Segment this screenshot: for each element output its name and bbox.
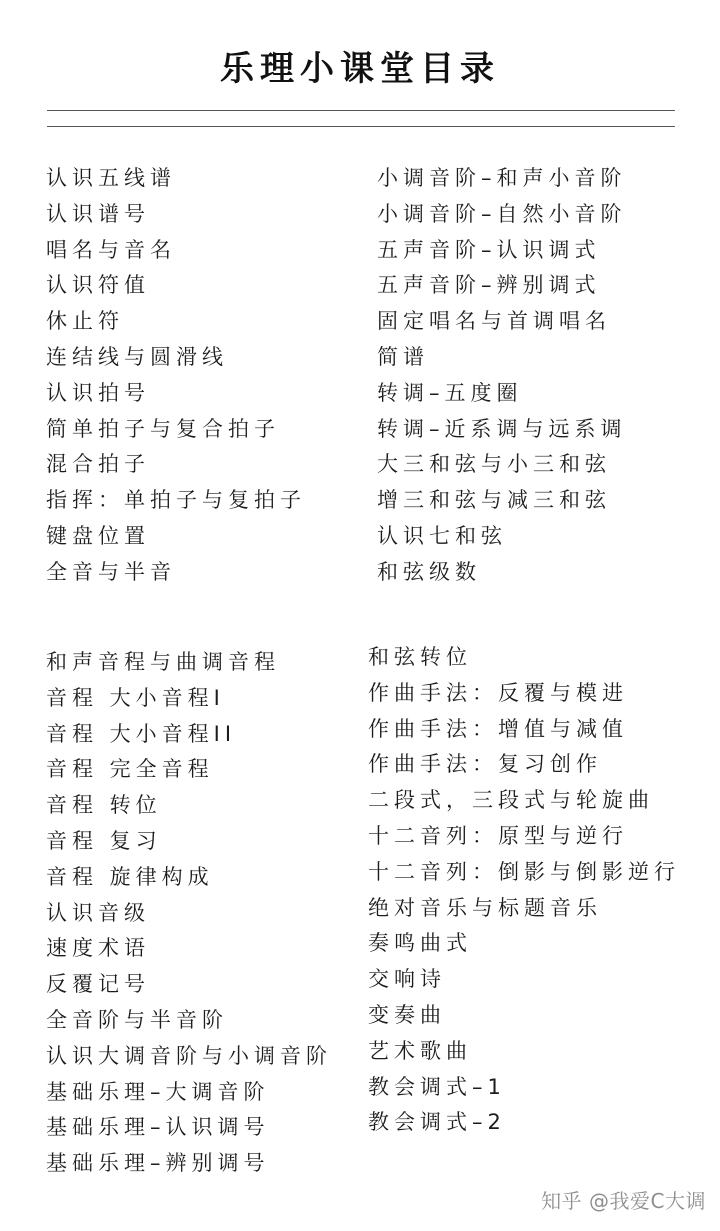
toc-item: 认识拍号: [46, 380, 150, 405]
toc-item: 教会调式–2: [368, 1110, 506, 1135]
toc-item: 速度术语: [46, 936, 150, 961]
toc-column-3: [46, 645, 332, 1182]
toc-item: 十二音列：原型与逆行: [368, 823, 628, 848]
toc-item: 连结线与圆滑线: [46, 344, 228, 369]
toc-item: 基础乐理–认识调号: [46, 1115, 270, 1140]
toc-item: 认识符值: [46, 273, 150, 298]
toc-item: 奏鸣曲式: [368, 931, 472, 956]
toc-item: 交响诗: [368, 967, 446, 992]
page-title: 乐理小课堂目录: [220, 49, 500, 89]
toc-item: 大三和弦与小三和弦: [377, 452, 611, 477]
toc-item: 艺术歌曲: [368, 1038, 472, 1063]
toc-item: 和声音程与曲调音程: [46, 650, 280, 674]
toc-item: 和弦级数: [377, 559, 481, 584]
toc-item: 休止符: [46, 309, 124, 334]
toc-item: 基础乐理–辨别调号: [46, 1151, 270, 1176]
bottom-divider: [47, 126, 675, 127]
toc-item: 认识五线谱: [46, 166, 176, 190]
toc-item: 唱名与音名: [46, 237, 176, 262]
toc-item: 音程 转位: [46, 793, 162, 818]
zhihu-watermark: 知乎 @我爱C大调: [541, 1189, 706, 1213]
toc-item: 认识谱号: [46, 201, 150, 226]
toc-item: 音程 复习: [46, 828, 162, 853]
toc-item: 反覆记号: [46, 972, 150, 997]
toc-item: 音程 旋律构成: [46, 864, 214, 889]
toc-item: 二段式，三段式与轮旋曲: [368, 788, 654, 813]
toc-item: 音程 完全音程: [46, 757, 214, 782]
toc-item: 变奏曲: [368, 1002, 446, 1027]
toc-item: 绝对音乐与标题音乐: [368, 895, 602, 920]
toc-item: 键盘位置: [46, 523, 150, 548]
toc-item: 作曲手法：复习创作: [368, 752, 602, 777]
toc-item: 简单拍子与复合拍子: [46, 416, 280, 441]
toc-item: 全音与半音: [46, 559, 176, 584]
toc-item: 认识七和弦: [377, 523, 507, 548]
toc-item: 五声音阶–认识调式: [377, 237, 601, 262]
toc-item: 十二音列：倒影与倒影逆行: [368, 859, 680, 884]
toc-item: 教会调式–1: [368, 1074, 506, 1099]
top-divider: [47, 110, 675, 111]
toc-item: 固定唱名与首调唱名: [377, 309, 611, 334]
toc-item: 基础乐理–大调音阶: [46, 1079, 270, 1104]
toc-column-1: [46, 161, 306, 591]
toc-item: 简谱: [377, 344, 429, 369]
toc-item: 五声音阶–辨别调式: [377, 273, 601, 298]
toc-item: 小调音阶–和声小音阶: [377, 166, 627, 190]
toc-item: 小调音阶–自然小音阶: [377, 201, 627, 226]
toc-item: 音程 大小音程I: [46, 685, 225, 710]
toc-item: 转调–五度圈: [377, 380, 523, 405]
toc-item: 认识音级: [46, 900, 150, 925]
toc-item: 认识大调音阶与小调音阶: [46, 1043, 332, 1068]
toc-item: 转调–近系调与远系调: [377, 416, 627, 441]
toc-item: 作曲手法：增值与减值: [368, 716, 628, 741]
toc-column-2: [377, 161, 627, 591]
toc-column-4: [368, 640, 680, 1141]
toc-item: 作曲手法：反覆与模进: [368, 680, 628, 705]
toc-item: 和弦转位: [368, 645, 472, 669]
toc-item: 混合拍子: [46, 452, 150, 477]
toc-item: 音程 大小音程II: [46, 721, 237, 746]
toc-item: 增三和弦与减三和弦: [377, 488, 611, 513]
toc-item: 全音阶与半音阶: [46, 1007, 228, 1032]
toc-item: 指挥：单拍子与复拍子: [46, 488, 306, 513]
